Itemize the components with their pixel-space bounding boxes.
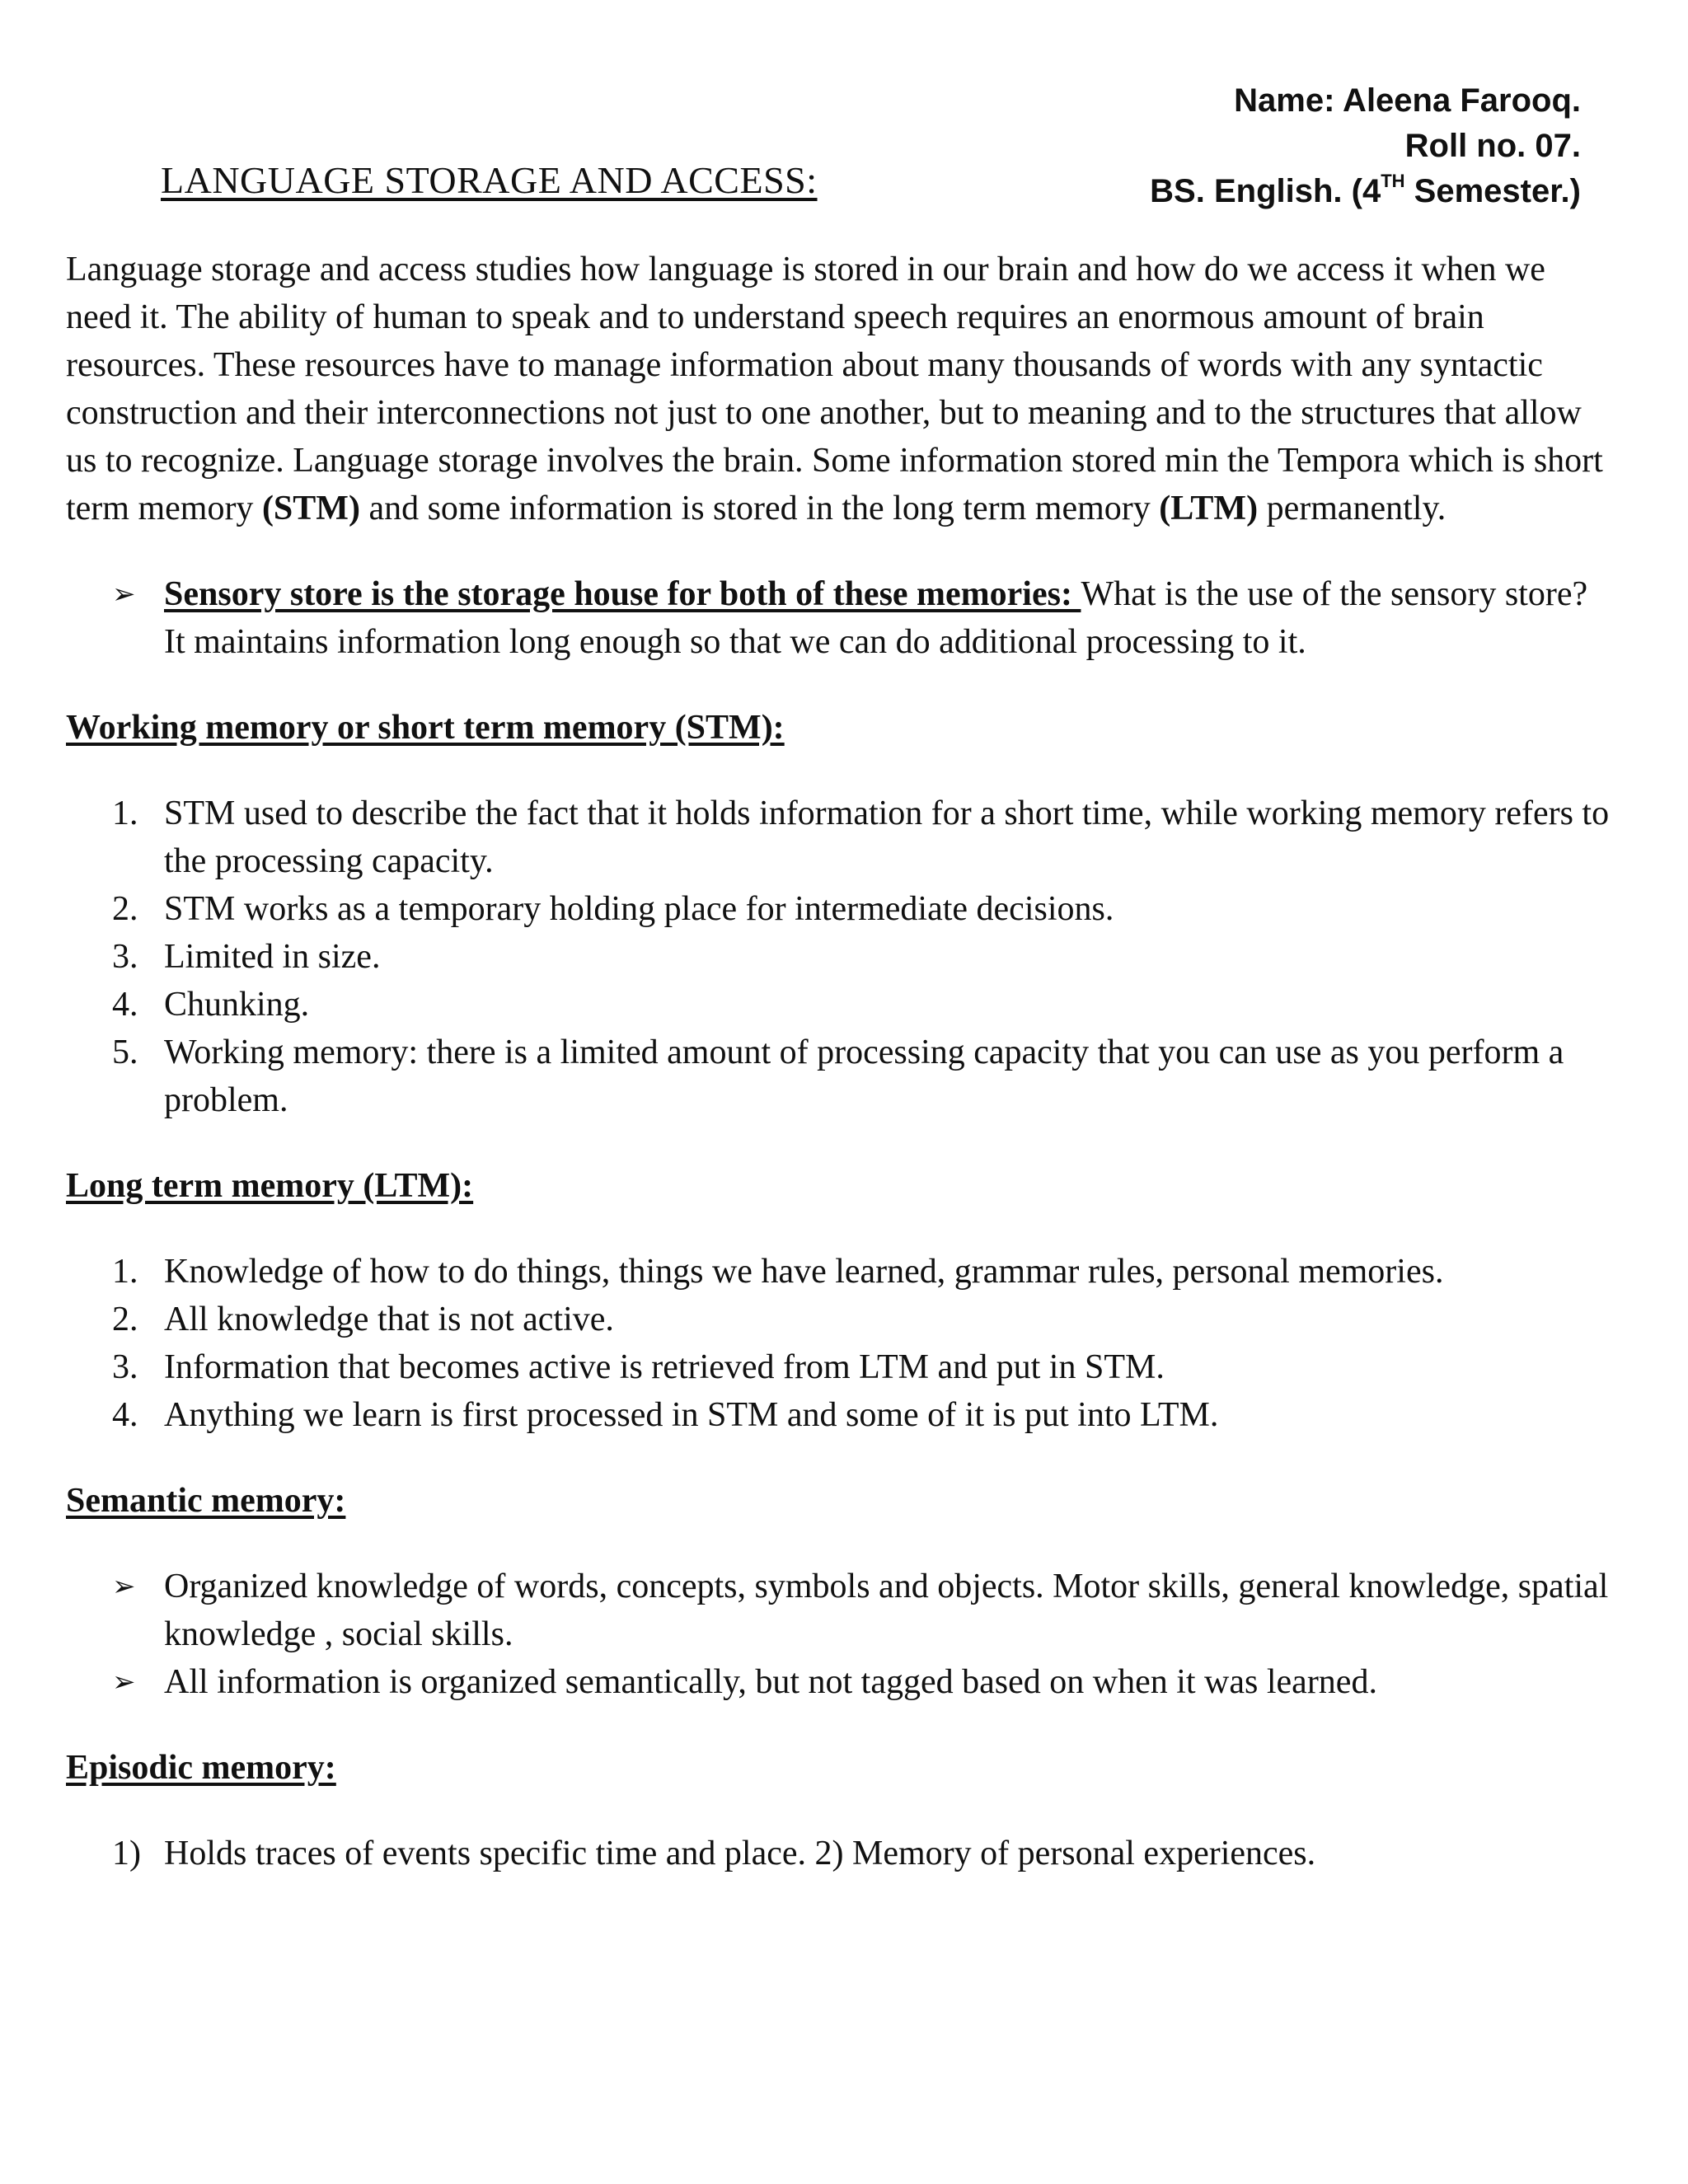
- stm-list: [66, 790, 1615, 1124]
- list-text: Chunking.: [164, 986, 310, 1024]
- list-item: [66, 1830, 1615, 1877]
- list-text: STM works as a temporary holding place for intermediate decisions.: [164, 890, 1114, 928]
- list-number: 1): [112, 1835, 141, 1872]
- intro-paragraph: [66, 246, 1615, 532]
- sensory-heading: Sensory store is the storage house for both of these memories:: [164, 575, 1081, 613]
- list-text: Knowledge of how to do things, things we have learned, grammar rules, personal memories.: [164, 1253, 1444, 1291]
- stm-heading: Working memory or short term memory (STM):: [66, 709, 785, 747]
- program-suffix: Semester.): [1404, 173, 1581, 209]
- list-text: Holds traces of events specific time and place. 2) Memory of personal experiences.: [164, 1835, 1316, 1872]
- program-prefix: BS. English. (4: [1150, 173, 1381, 209]
- program-superscript: TH: [1381, 171, 1405, 191]
- list-number: 5.: [112, 1033, 138, 1071]
- list-text: All knowledge that is not active.: [164, 1301, 614, 1338]
- intro-text-3: permanently.: [1258, 490, 1447, 527]
- list-item: [66, 1658, 1615, 1706]
- roll-number: Roll no. 07.: [1404, 128, 1581, 164]
- list-text: Information that becomes active is retrieved from LTM and put in STM.: [164, 1348, 1165, 1386]
- semantic-list: [66, 1563, 1615, 1706]
- sensory-list: [66, 570, 1615, 666]
- list-number: 1.: [112, 1253, 138, 1291]
- arrow-bullet-icon: ➢: [112, 1666, 136, 1699]
- list-item: [66, 1343, 1615, 1391]
- list-item: [66, 570, 1615, 666]
- list-item: [66, 1391, 1615, 1439]
- list-item: [66, 933, 1615, 981]
- episodic-heading: Episodic memory:: [66, 1749, 336, 1787]
- list-text: Anything we learn is first processed in STM and some of it is put into LTM.: [164, 1396, 1219, 1434]
- intro-text-2: and some information is stored in the long term memory: [359, 490, 1160, 527]
- author-name: Name: Aleena Farooq.: [1234, 82, 1581, 119]
- arrow-bullet-icon: ➢: [112, 578, 136, 611]
- list-item: [66, 1296, 1615, 1343]
- semantic-heading: Semantic memory:: [66, 1482, 346, 1520]
- list-text: STM used to describe the fact that it holds information for a short time, while working memory refers to the processing capacity.: [164, 794, 1610, 880]
- list-text: All information is organized semantically, but not tagged based on when it was learned.: [164, 1663, 1377, 1701]
- list-text: Organized knowledge of words, concepts, symbols and objects. Motor skills, general knowledge, spatial knowledge , social skills.: [164, 1568, 1609, 1653]
- list-item: [66, 981, 1615, 1029]
- list-number: 3.: [112, 1348, 138, 1386]
- intro-ltm-term: (LTM): [1159, 490, 1259, 527]
- ltm-heading: Long term memory (LTM):: [66, 1167, 474, 1205]
- episodic-list: [66, 1830, 1615, 1877]
- list-number: 4.: [112, 986, 138, 1024]
- ltm-list: [66, 1248, 1615, 1439]
- list-item: [66, 885, 1615, 933]
- list-number: 2.: [112, 890, 138, 928]
- list-item: [66, 790, 1615, 885]
- author-info: [1150, 78, 1581, 214]
- document-body: [66, 246, 1615, 1877]
- list-item: [66, 1029, 1615, 1124]
- sensory-text: What is the use of the sensory store? It maintains information long enough so that we can do additional processing to it.: [164, 575, 1588, 661]
- list-number: 3.: [112, 938, 138, 976]
- program-line: [1150, 169, 1581, 214]
- list-text: Working memory: there is a limited amount of processing capacity that you can use as you perform a problem.: [164, 1033, 1564, 1119]
- list-number: 4.: [112, 1396, 138, 1434]
- intro-text-1: Language storage and access studies how language is stored in our brain and how do we access it when we need it. The ability of human to speak and to understand speech requires an enormous amount of brain resources. These resources have to manage information about many thousands of words with any syntactic construction and their interconnections not just to one another, but to meaning and to the structures that allow us to recognize. Language storage involves the brain. Some information stored min the Tempora which is short term memory: [66, 251, 1603, 527]
- list-item: [66, 1563, 1615, 1658]
- document-title: LANGUAGE STORAGE AND ACCESS:: [161, 159, 818, 201]
- arrow-bullet-icon: ➢: [112, 1570, 136, 1603]
- list-number: 2.: [112, 1301, 138, 1338]
- intro-stm-term: (STM): [261, 490, 360, 527]
- list-number: 1.: [112, 794, 138, 832]
- list-item: [66, 1248, 1615, 1296]
- list-text: Limited in size.: [164, 938, 381, 976]
